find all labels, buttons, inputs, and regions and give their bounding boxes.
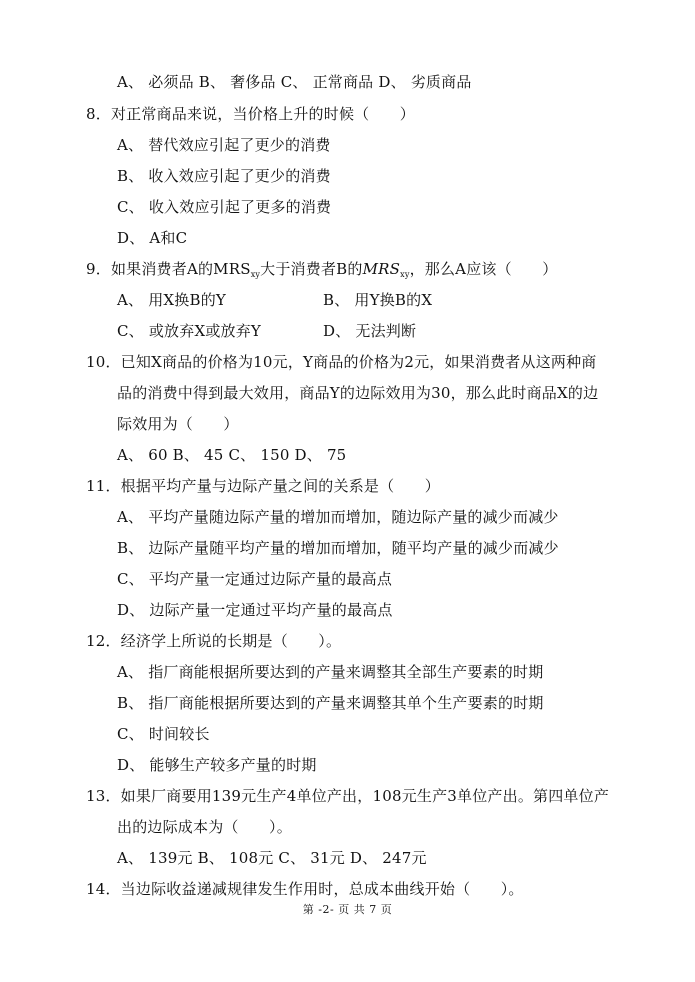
q12-stem: 12．经济学上所说的长期是（ ）。 [86,632,342,650]
q12-option-c: C、 时间较长 [117,725,210,743]
q13-line1: 13．如果厂商要用139元生产4单位产出，108元生产3单位产出。第四单位产 [86,787,610,805]
q13-options: A、 139元 B、 108元 C、 31元 D、 247元 [117,849,427,867]
q8-stem: 8．对正常商品来说，当价格上升的时候（ ） [86,105,415,123]
q8-option-d: D、 A和C [117,229,188,247]
q11-stem: 11．根据平均产量与边际产量之间的关系是（ ） [86,477,440,495]
q9-stem-mid: 大于消费者B的 [260,260,363,278]
q9-stem-post: ，那么A应该（ ） [409,260,558,278]
q9-option-d: D、 无法判断 [323,322,417,340]
q9-stem-mrs2: MRS [362,260,401,278]
q9-stem-pre: 9．如果消费者A的MRS [86,260,251,278]
q9-option-c: C、 或放弃X或放弃Y [117,322,262,340]
page-footer: 第 -2- 页 共 7 页 [302,903,393,916]
q11-option-d: D、 边际产量一定通过平均产量的最高点 [117,601,393,619]
q9-stem-sub2: xy [400,270,410,279]
q12-option-a: A、 指厂商能根据所要达到的产量来调整其全部生产要素的时期 [117,663,544,681]
q10-line1: 10．已知X商品的价格为10元，Y商品的价格为2元，如果消费者从这两种商 [86,353,597,371]
q12-option-b: B、 指厂商能根据所要达到的产量来调整其单个生产要素的时期 [117,694,544,712]
q11-option-c: C、 平均产量一定通过边际产量的最高点 [117,570,393,588]
q12-option-d: D、 能够生产较多产量的时期 [117,756,317,774]
q9-stem [86,259,557,285]
q8-option-b: B、 收入效应引起了更少的消费 [117,167,331,185]
q9-option-b: B、 用Y换B的X [323,291,433,309]
q9-stem-sub1: xy [250,270,261,279]
q11-option-b: B、 边际产量随平均产量的增加而增加，随平均产量的减少而减少 [117,539,559,557]
q10-line2: 品的消费中得到最大效用，商品Y的边际效用为30，那么此时商品X的边 [117,384,599,402]
q9-option-a: A、 用X换B的Y [117,291,227,309]
q13-line2: 出的边际成本为（ ）。 [117,818,292,836]
q11-option-a: A、 平均产量随边际产量的增加而增加，随边际产量的减少而减少 [117,508,559,526]
q10-line3: 际效用为（ ） [117,415,239,433]
q8-option-a: A、 替代效应引起了更少的消费 [117,136,331,154]
q7-options: A、 必须品 B、 奢侈品 C、 正常商品 D、 劣质商品 [117,73,472,91]
q14-stem: 14．当边际收益递减规律发生作用时，总成本曲线开始（ ）。 [86,880,524,898]
q8-option-c: C、 收入效应引起了更多的消费 [117,198,332,216]
q10-options: A、 60 B、 45 C、 150 D、 75 [117,446,347,464]
